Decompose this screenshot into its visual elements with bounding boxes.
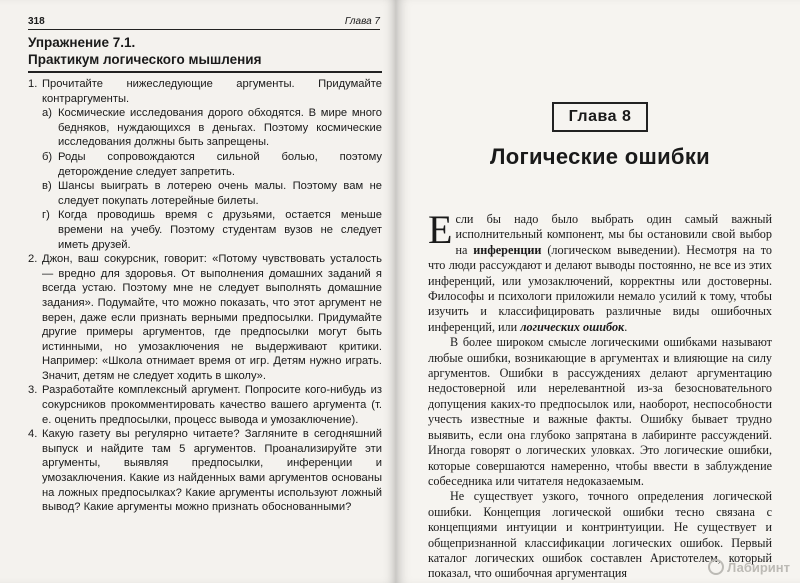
running-head-chapter: Глава 7 [344, 16, 380, 27]
task-text: Разработайте комплексный аргумент. Попросите кого-нибудь из сокурсников прокомментировать качество вашего аргумента (т. е. оценить предпосылки, процесс вывода и умозаключение). [42, 384, 382, 426]
subtask-item [42, 150, 382, 179]
right-page [396, 0, 800, 583]
watermark [708, 559, 790, 575]
task-item [28, 252, 382, 383]
task-number: 3. [28, 384, 38, 397]
subtask-text: Космические исследования дорого обходятся. В мире много бедняков, нуждающихся в деньгах. Поэтому космические исследования должны быть запрещены. [58, 107, 382, 149]
subtask-list [42, 106, 382, 252]
paragraph: Не существует узкого, точного определения логической ошибки. Концепция логической ошибки тесно связана с концепциями интуиции и контринтуиции. Не существует и общепризнанной классификации логических ошибок. Первый каталог логических ошибок составлен Аристотелем, который показал, что ошибочная аргументация [428, 489, 772, 581]
left-page [0, 0, 396, 583]
running-head [28, 16, 380, 30]
task-text: Джон, ваш сокурсник, говорит: «Потому чувствовать усталость — вредно для здоровья. От выполнения домашних заданий я всегда устаю. Поэтому мне не следует выполнять домашние задания». Подумайте, что можно показать, что этот аргумент не верен, даже если признать верными предпосылки. Придумайте другие примеры аргументов, где предпосылки могут быть истинными, но умозаключения не выдерживают критики. Например: «Школа отнимает время от игр. Детям нужно играть. Значит, детям не следует ходить в школу». [42, 253, 382, 382]
chapter-body [428, 207, 772, 582]
subtask-text: Роды сопровождаются сильной болью, поэтому деторождение следует запретить. [58, 150, 382, 178]
paragraph: В более широком смысле логическими ошибками называют любые ошибки, возникающие в аргументах и влияющие на силу аргументов. Ошибки в рассуждениях делают аргументацию недостоверной или нерелевантной из-за безосновательного допущения каких-то предпосылок или, наоборот, неспособности учесть известные и важные факты. Ошибку бывает трудно выявить, если она глубоко запрятана в лабиринте рассуждений. Иногда говорят о логических уловках. Это логические ошибки, которые совершаются намеренно, чтобы ввести в заблуждение собеседника или читателя недоказаемым. [428, 335, 772, 488]
chapter-label: Глава 8 [552, 102, 648, 132]
task-list [28, 77, 382, 515]
subtask-text: Шансы выиграть в лотерею очень малы. Поэтому вам не следует покупать лотерейные билеты. [58, 180, 382, 207]
exercise-title-name: Практикум логического мышления [28, 52, 262, 67]
task-text: Прочитайте нижеследующие аргументы. Придумайте контраргументы. [42, 78, 382, 105]
exercise-title-number: Упражнение 7.1. [28, 35, 136, 50]
subtask-item [42, 106, 382, 150]
watermark-text: Лабиринт [727, 559, 790, 575]
page-number: 318 [28, 16, 45, 27]
paragraph: Если бы надо было выбрать один самый важный исполнительный компонент, мы бы остановили свой выбор на инференции (логическом выведении). Несмотря на то что люди рассуждают и делают выводы постоянно, не все из этих инференций, или умозаключений, корректны или достоверны. Философы и психологи приложили немало усилий к тому, чтобы изучить и классифицировать различные виды ошибочных инференций, или логических ошибок. [428, 207, 772, 334]
task-item [28, 427, 382, 515]
task-number: 4. [28, 428, 38, 441]
subtask-item [42, 208, 382, 252]
subtask-letter: в) [42, 180, 52, 193]
chapter-title: Логические ошибки [490, 144, 710, 169]
term-logical-errors: логических ошибок [520, 319, 625, 334]
subtask-letter: а) [42, 107, 52, 120]
task-text: Какую газету вы регулярно читаете? Загляните в сегодняшний выпуск и найдите там 5 аргументов. Проанализируйте эти аргументы, выявляя предпосылки, инференции и умозаключения. Какие из найденных вами аргументов основаны на ложных предпосылках? Какие аргументы используют ложный вывод? Какие аргументы можно признать обоснованными? [42, 428, 382, 514]
subtask-text: Когда проводишь время с друзьями, остается меньше времени на учебу. Поэтому студентам вузов не следует иметь друзей. [58, 209, 382, 251]
subtask-letter: г) [42, 209, 50, 222]
term-inference: инференции [473, 242, 542, 257]
labyrinth-logo-icon [708, 559, 724, 575]
exercise-title [28, 34, 382, 73]
subtask-letter: б) [42, 150, 53, 163]
task-item [28, 383, 382, 427]
task-number: 2. [28, 253, 38, 266]
task-item [28, 77, 382, 252]
drop-cap: Е [428, 207, 453, 252]
task-number: 1. [28, 78, 38, 90]
subtask-item [42, 179, 382, 208]
